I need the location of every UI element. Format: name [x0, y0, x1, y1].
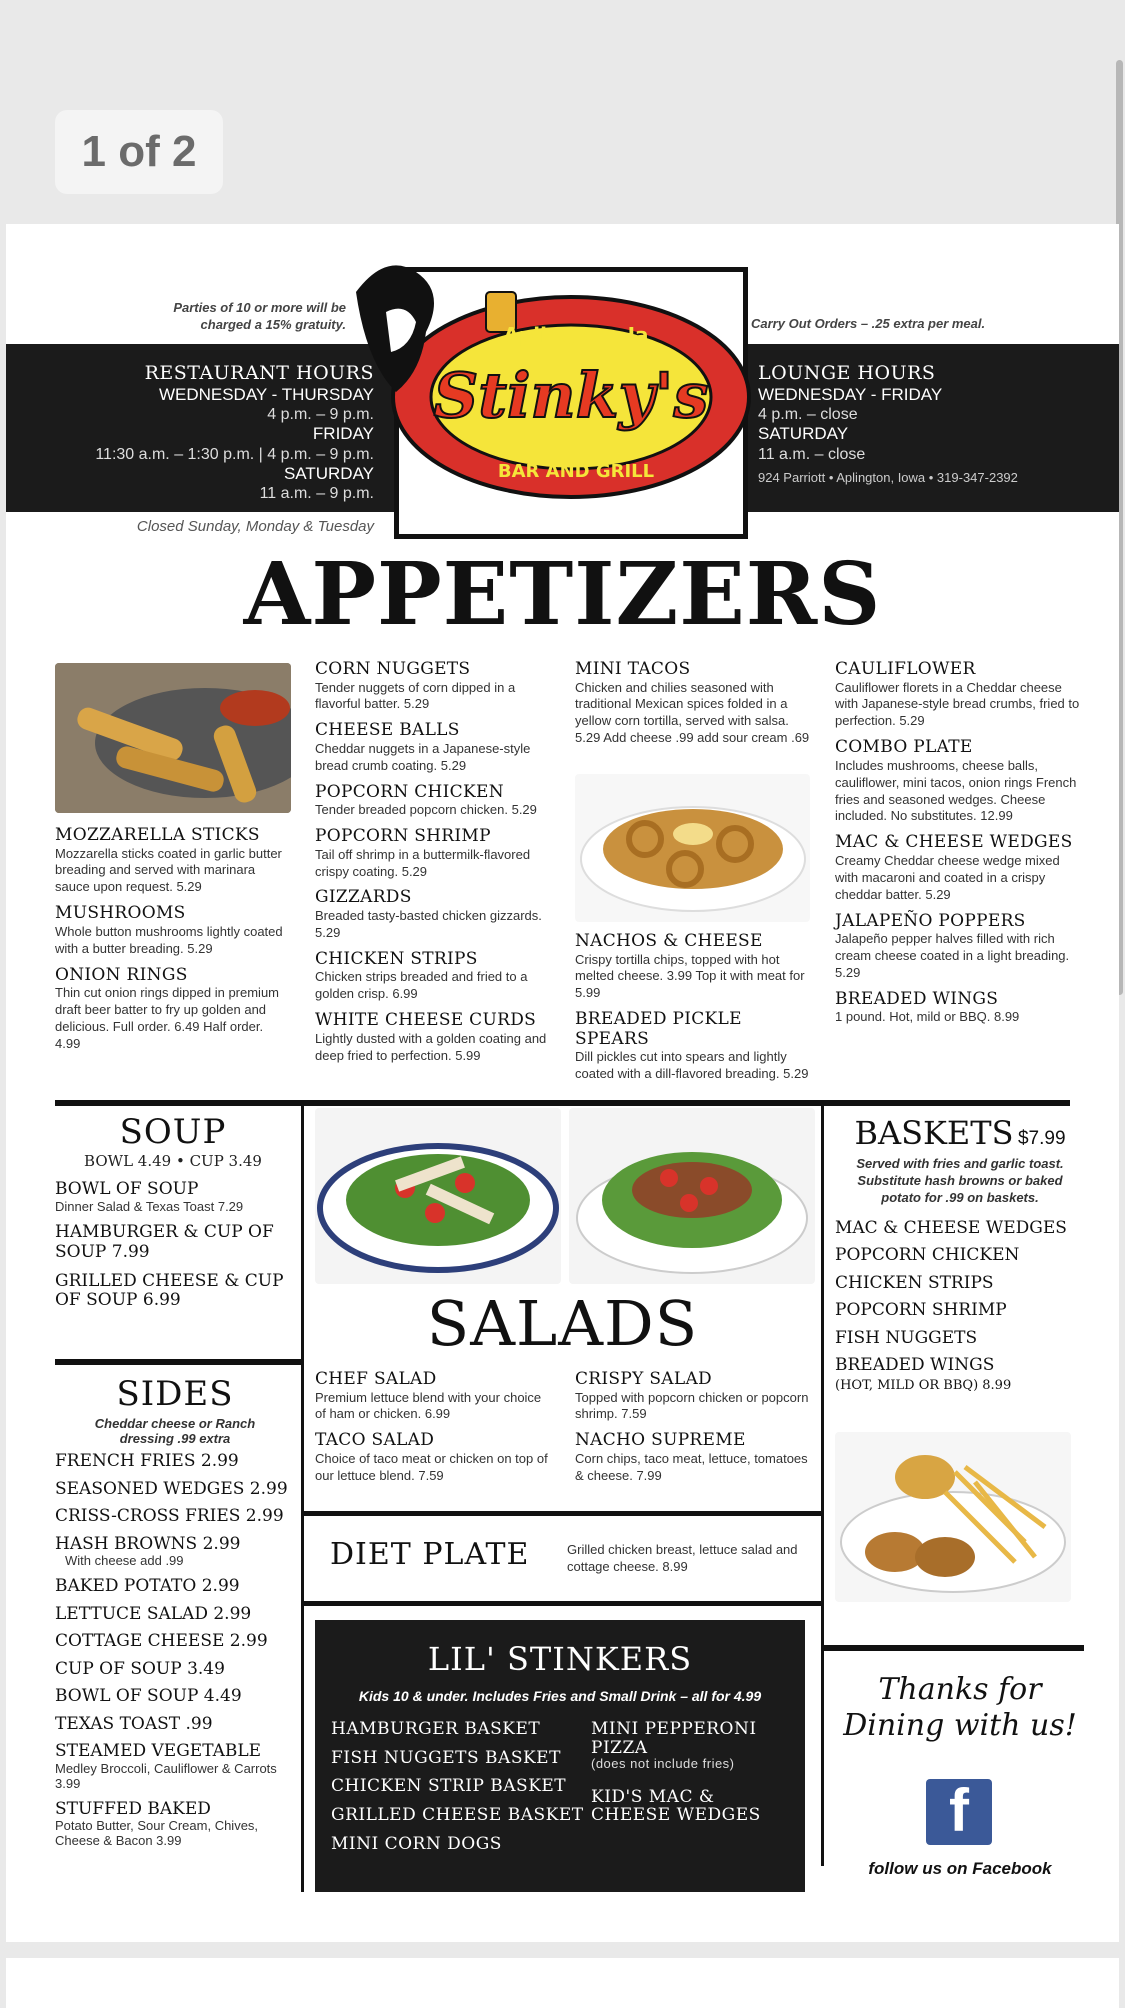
- lil-col2: [591, 1720, 791, 1835]
- sides-section: [55, 1374, 295, 1857]
- baskets-title: BASKETS: [854, 1114, 1014, 1152]
- item-price: 5.29: [925, 886, 951, 902]
- section-divider: [304, 1601, 821, 1606]
- item-price: 5.29: [899, 713, 925, 729]
- item-price: 5.29: [401, 863, 428, 879]
- item-price: 6.99: [424, 1406, 451, 1422]
- kids-item: FISH NUGGETS BASKET: [331, 1747, 561, 1768]
- lounge-hours-title: LOUNGE HOURS: [758, 362, 936, 384]
- item-name: BOWL OF SOUP 4.49: [55, 1686, 242, 1707]
- kids-item: [591, 1720, 791, 1772]
- column-divider: [821, 1106, 824, 1866]
- soup-subtitle: BOWL 4.49 • CUP 3.49: [84, 1152, 262, 1170]
- kids-item: GRILLED CHEESE BASKET: [331, 1805, 584, 1826]
- next-page: [6, 1958, 1119, 2008]
- menu-item: [55, 1687, 295, 1707]
- menu-item: [55, 1507, 295, 1527]
- address: 924 Parriott • Aplington, Iowa • 319-347-2392: [758, 469, 1018, 485]
- hours-line: SATURDAY: [758, 424, 849, 444]
- item-price: 5.29: [187, 940, 213, 956]
- item-name: COMBO PLATE: [835, 737, 973, 758]
- item-desc: Breaded tasty-basted chicken gizzards.: [315, 907, 542, 923]
- section-divider: [824, 1645, 1084, 1651]
- facebook-follow-link[interactable]: follow us on Facebook: [868, 1859, 1052, 1878]
- item-name: BOWL OF SOUP: [55, 1179, 199, 1199]
- item-name: BREADED PICKLE SPEARS: [575, 1009, 742, 1049]
- item-name: NACHO SUPREME: [575, 1430, 746, 1451]
- menu-item: [55, 1577, 295, 1597]
- item-desc: Tender breaded popcorn chicken.: [315, 802, 508, 818]
- soup-section: [55, 1112, 291, 1320]
- item-price: 5.29: [511, 802, 537, 818]
- onion-rings-photo: [575, 774, 810, 922]
- menu-item: [315, 888, 559, 941]
- section-divider: [55, 1359, 301, 1365]
- item-name: LETTUCE SALAD 2.99: [55, 1603, 252, 1624]
- hours-line: SATURDAY: [283, 463, 374, 483]
- sides-note: Cheddar cheese or Ranch dressing .99 extra: [94, 1416, 256, 1446]
- item-price: 5.29: [176, 879, 202, 895]
- salads-title: SALADS: [426, 1287, 699, 1360]
- menu-item: [55, 1535, 295, 1569]
- party-note: Parties of 10 or more will be charged a 15% gratuity.: [173, 300, 346, 332]
- menu-item: [315, 721, 559, 774]
- carryout-note: Carry Out Orders – .25 extra per meal.: [751, 316, 986, 331]
- diet-plate-title: DIET PLATE: [330, 1537, 530, 1572]
- basket-photo: [835, 1432, 1071, 1602]
- item-name: STEAMED VEGETABLE: [55, 1741, 262, 1762]
- menu-item: [575, 1010, 811, 1083]
- item-desc: Cheddar nuggets in a Japanese-style bread crumb coating.: [315, 740, 531, 773]
- baskets-note: Served with fries and garlic toast. Substitute hash browns or baked potato for .99 on baskets.: [856, 1156, 1064, 1205]
- basket-item: MAC & CHEESE WEDGES: [835, 1217, 1067, 1238]
- menu-item: [55, 1742, 295, 1791]
- section-divider: [304, 1511, 821, 1516]
- salads-col2: [575, 1370, 815, 1493]
- item-name: MAC & CHEESE WEDGES: [835, 832, 1073, 853]
- item-name: CHEESE BALLS: [315, 720, 460, 741]
- item-name: TEXAS TOAST .99: [55, 1713, 213, 1734]
- basket-item: FISH NUGGETS: [835, 1327, 978, 1348]
- lounge-hours: [758, 362, 1098, 486]
- item-desc: With cheese add .99: [65, 1553, 184, 1569]
- hours-line: FRIDAY: [312, 424, 374, 444]
- item-price: 8.99: [993, 1009, 1020, 1025]
- item-desc: Jalapeño pepper halves filled with rich cream cheese coated in a light breading.: [835, 931, 1070, 963]
- item-price: 5.99: [455, 1047, 481, 1063]
- item-desc: Mozzarella sticks coated in garlic butter breading and served with marinara sauce upon request.: [55, 845, 282, 895]
- menu-item: [835, 833, 1085, 903]
- facebook-icon[interactable]: f: [926, 1779, 992, 1845]
- lil-stinkers-title: LIL' STINKERS: [427, 1640, 693, 1678]
- item-price: 5.29: [315, 924, 341, 940]
- lil-stinkers-note: Kids 10 & under. Includes Fries and Small Drink – all for 4.99: [358, 1688, 762, 1704]
- item-name: CORN NUGGETS: [315, 659, 471, 679]
- appetizers-col2: [315, 660, 559, 1072]
- item-name: MOZZARELLA STICKS: [55, 825, 260, 845]
- item-desc: Tender nuggets of corn dipped in a flavorful batter.: [315, 679, 516, 712]
- item-name: MUSHROOMS: [55, 903, 186, 924]
- item-desc: Lightly dusted with a golden coating and deep fried to perfection.: [315, 1030, 547, 1063]
- item-name: MINI PEPPERONI PIZZA: [591, 1719, 757, 1758]
- item-price: 7.59: [418, 1467, 444, 1483]
- item-name: ONION RINGS: [55, 964, 188, 985]
- kids-item: CHICKEN STRIP BASKET: [331, 1776, 567, 1797]
- item-name: POPCORN SHRIMP: [315, 826, 491, 847]
- menu-item: [55, 904, 291, 957]
- menu-item: [55, 1223, 291, 1262]
- salads-col1: [315, 1370, 555, 1493]
- kids-item: [591, 1788, 791, 1825]
- appetizers-col1: [55, 826, 291, 1061]
- appetizers-title: APPETIZERS: [243, 544, 882, 645]
- hours-line: 11 a.m. – close: [758, 445, 866, 463]
- menu-item: [315, 783, 559, 819]
- diet-plate-desc: Grilled chicken breast, lettuce salad and cottage cheese. 8.99: [567, 1542, 798, 1574]
- item-name: HAMBURGER & CUP OF SOUP 7.99: [55, 1222, 274, 1263]
- item-desc: Chicken and chilies seasoned with traditional Mexican spices folded in a yellow corn tortilla, served with salsa. 5.29 Add cheese .99 add sour cream .69: [575, 679, 810, 746]
- appetizers-col4: [835, 660, 1085, 1034]
- menu-item: [55, 1605, 295, 1625]
- basket-item: CHICKEN STRIPS: [835, 1272, 994, 1293]
- item-desc: (does not include fries): [591, 1756, 735, 1772]
- menu-item: [55, 966, 291, 1053]
- item-name: JALAPEÑO POPPERS: [835, 910, 1026, 931]
- hours-line: 11:30 a.m. – 1:30 p.m. | 4 p.m. – 9 p.m.: [95, 445, 374, 463]
- item-price: 5.29: [835, 964, 861, 980]
- item-name: CAULIFLOWER: [835, 659, 976, 679]
- hours-line: 4 p.m. – close: [758, 406, 858, 424]
- basket-item: POPCORN SHRIMP: [835, 1300, 1007, 1321]
- kids-item: HAMBURGER BASKET: [331, 1719, 541, 1739]
- stinkys-logo: [346, 252, 756, 542]
- menu-item: [315, 1370, 555, 1423]
- item-desc: Choice of taco meat or chicken on top of our lettuce blend.: [315, 1450, 548, 1483]
- item-desc: Includes mushrooms, cheese balls, cauliflower, mini tacos, onion rings French fries and seasoned wedges. Cheese included. No substitutes.: [835, 757, 1077, 824]
- menu-item: [55, 826, 291, 896]
- item-name: KID'S MAC & CHEESE WEDGES: [591, 1786, 761, 1826]
- menu-item: [835, 990, 1085, 1026]
- item-name: MINI TACOS: [575, 659, 691, 679]
- menu-item: [55, 1632, 295, 1652]
- kids-item: MINI CORN DOGS: [331, 1833, 502, 1854]
- menu-page: [6, 224, 1119, 1942]
- menu-item: [55, 1800, 295, 1849]
- item-price: 12.99: [980, 808, 1013, 824]
- item-name: GIZZARDS: [315, 887, 412, 908]
- item-name: CUP OF SOUP 3.49: [55, 1658, 225, 1679]
- logo-name: Stinky's: [433, 359, 709, 432]
- page-indicator: 1 of 2: [55, 110, 223, 194]
- item-desc: Crispy tortilla chips, topped with hot melted cheese. 3.99 Top it with meat for 5.99: [575, 951, 805, 1001]
- soup-title: SOUP: [119, 1112, 227, 1152]
- lil-stinkers-box: [315, 1620, 805, 1892]
- item-name: SEASONED WEDGES 2.99: [55, 1478, 288, 1499]
- baskets-price: $7.99: [1017, 1128, 1066, 1149]
- hours-line: WEDNESDAY - THURSDAY: [158, 384, 374, 404]
- menu-item: [315, 827, 559, 880]
- item-desc: Medley Broccoli, Cauliflower & Carrots 3.99: [55, 1760, 277, 1791]
- item-name: STUFFED BAKED: [55, 1798, 211, 1819]
- item-desc: Thin cut onion rings dipped in premium draft beer batter to fry up golden and delicious. Full order. 6.49 Half order. 4.99: [55, 985, 280, 1051]
- menu-item: [55, 1452, 295, 1472]
- menu-item: [315, 660, 559, 713]
- menu-item: [55, 1180, 291, 1214]
- item-desc: Tail off shrimp in a buttermilk-flavored crispy coating.: [315, 846, 531, 879]
- hours-line: 4 p.m. – 9 p.m.: [267, 406, 374, 424]
- menu-item: [575, 932, 811, 1002]
- menu-item: [835, 912, 1085, 982]
- item-name: FRENCH FRIES 2.99: [55, 1451, 239, 1471]
- menu-item: [315, 950, 559, 1003]
- item-desc: Dinner Salad & Texas Toast 7.29: [55, 1198, 244, 1214]
- menu-item: [315, 1431, 555, 1484]
- menu-item: [55, 1480, 295, 1500]
- restaurant-hours-title: RESTAURANT HOURS: [144, 362, 374, 384]
- menu-item: [315, 1011, 559, 1064]
- restaurant-hours: [66, 362, 374, 504]
- menu-item: [55, 1715, 295, 1735]
- mozzarella-sticks-photo: [55, 663, 291, 813]
- item-name: BAKED POTATO 2.99: [55, 1576, 240, 1597]
- column-divider: [301, 1106, 304, 1892]
- wings-note: (HOT, MILD OR BBQ) 8.99: [835, 1377, 1012, 1393]
- appetizers-col3-top: [575, 660, 811, 755]
- menu-item: [55, 1660, 295, 1680]
- hours-line: 11 a.m. – 9 p.m.: [259, 485, 374, 503]
- item-desc: Cauliflower florets in a Cheddar cheese with Japanese-style bread crumbs, fried to perfection.: [835, 679, 1080, 729]
- item-name: CRISPY SALAD: [575, 1369, 712, 1389]
- item-name: POPCORN CHICKEN: [315, 781, 504, 802]
- logo-bottom: BAR AND GRILL: [497, 461, 655, 482]
- item-name: CHEF SALAD: [315, 1369, 437, 1389]
- closed-days: Closed Sunday, Monday & Tuesday: [136, 518, 374, 535]
- sides-title: SIDES: [116, 1374, 234, 1414]
- item-desc: Corn chips, taco meat, lettuce, tomatoes & cheese.: [575, 1450, 808, 1483]
- item-name: HASH BROWNS 2.99: [55, 1533, 241, 1554]
- basket-item: POPCORN CHICKEN: [835, 1245, 1020, 1266]
- item-desc: 1 pound. Hot, mild or BBQ.: [835, 1009, 991, 1025]
- item-price: 5.29: [440, 757, 467, 773]
- item-name: BREADED WINGS: [835, 988, 999, 1009]
- menu-item: [835, 738, 1085, 825]
- item-name: COTTAGE CHEESE 2.99: [55, 1631, 268, 1652]
- item-price: 5.29: [403, 696, 430, 712]
- logo-top: Aplington, Ia: [503, 323, 649, 347]
- section-divider: [55, 1100, 1070, 1106]
- menu-item: [55, 1272, 291, 1311]
- lil-col1: [331, 1720, 591, 1863]
- item-name: GRILLED CHEESE & CUP OF SOUP 6.99: [55, 1270, 284, 1311]
- chef-salad-photo: [315, 1108, 561, 1284]
- item-price: 6.99: [392, 986, 418, 1002]
- menu-item: [575, 1370, 815, 1423]
- item-desc: Whole button mushrooms lightly coated with a butter breading.: [55, 923, 283, 956]
- hours-line: WEDNESDAY - FRIDAY: [758, 384, 943, 404]
- item-desc: Potato Butter, Sour Cream, Chives, Cheese & Bacon 3.99: [55, 1818, 259, 1849]
- menu-item: [575, 1431, 815, 1484]
- item-name: WHITE CHEESE CURDS: [315, 1010, 537, 1031]
- item-desc: Topped with popcorn chicken or popcorn shrimp.: [575, 1389, 809, 1422]
- item-desc: Creamy Cheddar cheese wedge mixed with macaroni and coated in a crispy cheddar batter.: [835, 852, 1060, 902]
- taco-salad-photo: [569, 1108, 815, 1284]
- item-name: CHICKEN STRIPS: [315, 948, 478, 969]
- appetizers-col3-bottom: [575, 932, 811, 1091]
- item-price: 5.29: [783, 1066, 809, 1082]
- item-price: 7.99: [636, 1467, 662, 1483]
- baskets-section: [835, 1114, 1085, 1393]
- item-name: CRISS-CROSS FRIES 2.99: [55, 1506, 284, 1527]
- item-name: TACO SALAD: [315, 1430, 435, 1451]
- menu-item: [575, 660, 811, 747]
- basket-item: BREADED WINGS: [835, 1355, 995, 1376]
- item-name: NACHOS & CHEESE: [575, 931, 763, 951]
- item-desc: Premium lettuce blend with your choice of ham or chicken.: [315, 1389, 542, 1422]
- thanks-message: Thanks for Dining with us!: [843, 1672, 1077, 1743]
- item-desc: Chicken strips breaded and fried to a golden crisp.: [315, 969, 528, 1002]
- item-price: 7.59: [621, 1406, 647, 1422]
- menu-item: [835, 660, 1085, 730]
- item-desc: Dill pickles cut into spears and lightly coated with a dill-flavored breading.: [575, 1049, 787, 1082]
